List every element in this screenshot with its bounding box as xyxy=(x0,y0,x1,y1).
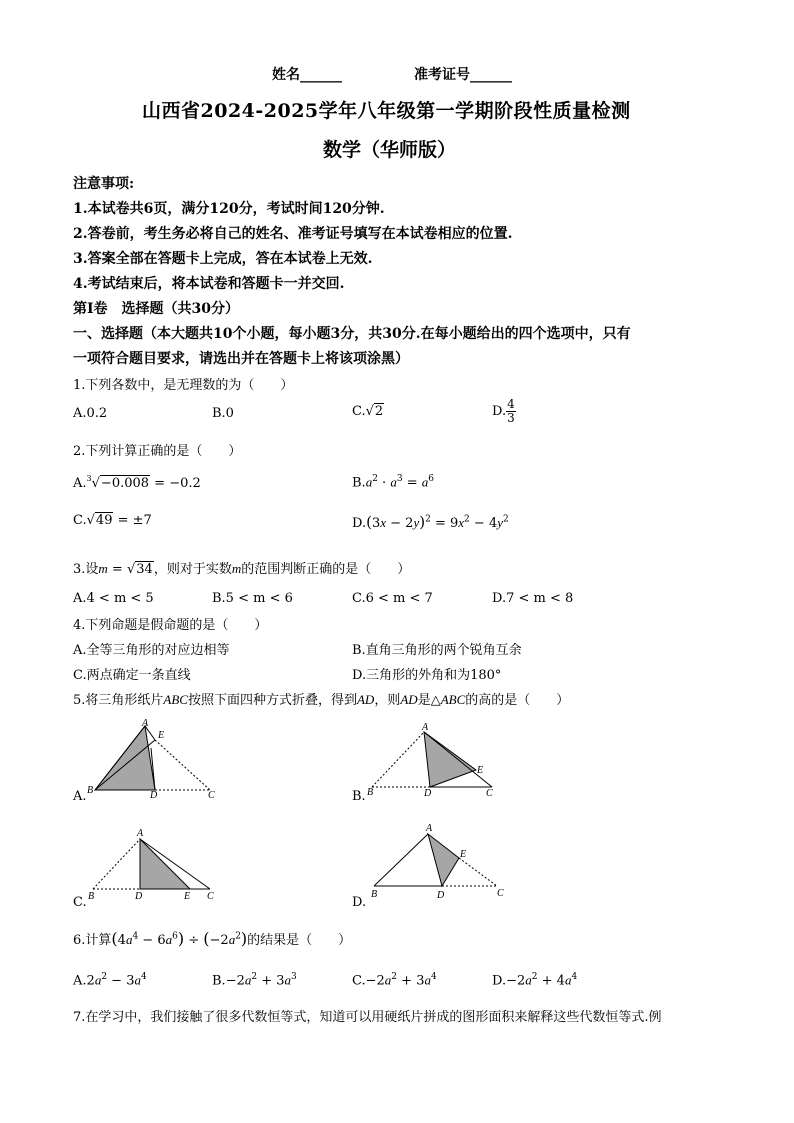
figure-c-label-a: A xyxy=(137,828,144,839)
q4-option-a: A.全等三角形的对应边相等 xyxy=(73,643,230,658)
q1-option-d-denominator: 3 xyxy=(507,411,515,425)
q1-option-c-prefix: C. xyxy=(352,404,366,419)
q6-option-b: $B.-2a^2 + 3a^3$ xyxy=(212,972,297,989)
figure-b-dashed-ab xyxy=(372,732,424,787)
q3-stem-radicand: 34 xyxy=(136,562,153,577)
q5-option-b-label: B. xyxy=(352,789,366,804)
figure-d-shaded-triangle xyxy=(428,834,459,886)
figure-d-label-d: D xyxy=(437,890,445,901)
figure-b-label-e: E xyxy=(477,765,484,776)
q2-option-c-rhs: = ±7 xyxy=(113,513,152,528)
sqrt-sign: √ xyxy=(365,404,374,419)
q6-stem: 6.计算$(4a^4 - 6a^6) \div (-2a^2)$的结果是（ ） xyxy=(73,929,352,948)
q5-figure-d xyxy=(364,818,514,906)
figure-d-label-e: E xyxy=(460,849,467,860)
q5-stem-mid3: 是△ xyxy=(417,693,441,708)
q5-abc: ABC xyxy=(163,692,188,707)
sqrt-sign: √ xyxy=(91,476,100,491)
q6-option-d-prefix: D. xyxy=(492,973,507,989)
q2-option-d: $D.(3x - 2y)^2 = 9x^2 - 4y^2$ xyxy=(352,513,509,531)
q4-option-d: D.三角形的外角和为180° xyxy=(352,668,502,683)
page-subtitle: 数学（华师版） xyxy=(323,139,457,161)
q6-option-a: $A.2a^2 - 3a^4$ xyxy=(73,972,147,989)
figure-c-dashed-ab xyxy=(93,839,140,889)
q5-stem-end: 的高的是（ ） xyxy=(465,693,570,708)
section-title: 第Ⅰ卷 选择题（共30分） xyxy=(73,301,240,317)
figure-b-label-a: A xyxy=(422,722,429,733)
q5-option-d-label: D. xyxy=(352,895,367,910)
notes-item-1: 1.本试卷共6页，满分120分，考试时间120分钟. xyxy=(73,201,385,217)
q1-option-b: B.0 xyxy=(212,406,234,421)
figure-d-dashed-ec xyxy=(459,858,497,886)
exam-id-field-label: 准考证号______ xyxy=(414,67,512,83)
q6-option-a-prefix: A. xyxy=(73,973,87,989)
figure-a-shaded-triangle xyxy=(95,726,155,790)
q3-option-b: B.5 < m < 6 xyxy=(212,591,293,606)
q6-option-d: $D.-2a^2 + 4a^4$ xyxy=(492,972,578,989)
q5-abc-2: ABC xyxy=(440,692,466,707)
figure-c-label-c: C xyxy=(207,891,214,902)
q4-stem: 4.下列命题是假命题的是（ ） xyxy=(73,618,268,633)
q1-option-d-prefix: D. xyxy=(492,404,507,419)
figure-d-label-a: A xyxy=(426,823,433,834)
sqrt-sign: √ xyxy=(126,562,136,577)
figure-b-label-c: C xyxy=(486,788,493,799)
q1-stem: 1.下列各数中，是无理数的为（ ） xyxy=(73,378,294,393)
q5-stem xyxy=(73,689,569,708)
q5-figure-b xyxy=(364,718,504,800)
q1-option-d xyxy=(492,398,516,425)
figure-d-label-b: B xyxy=(371,889,378,900)
q2-option-a-radicand: −0.008 xyxy=(100,476,150,491)
figure-a-label-c: C xyxy=(208,790,215,800)
q3-stem: 3.设m = √34，则对于实数m的范围判断正确的是（ ） xyxy=(73,561,411,577)
q3-option-a: A.4 < m < 5 xyxy=(73,591,154,606)
figure-c-label-d: D xyxy=(135,891,143,902)
notes-heading: 注意事项: xyxy=(73,176,135,192)
q1-option-a: A.0.2 xyxy=(73,406,108,421)
q2-option-a xyxy=(73,474,201,491)
q2-option-c xyxy=(73,513,152,528)
q6-stem-start: 6.计算 xyxy=(73,933,112,948)
q5-ad-2: AD xyxy=(400,692,418,707)
figure-a-dashed-ec xyxy=(155,740,210,790)
notes-item-2: 2.答卷前，考生务必将自己的姓名、准考证号填写在本试卷相应的位置. xyxy=(73,226,513,242)
q6-option-c: $C.-2a^2 + 3a^4$ xyxy=(352,972,437,989)
q1-option-d-fraction xyxy=(506,398,516,425)
q5-stem-mid2: ，则 xyxy=(374,693,401,708)
notes-item-3: 3.答案全部在答题卡上完成，答在本试卷上无效. xyxy=(73,251,373,267)
figure-d-label-c: C xyxy=(497,888,504,899)
q3-stem-start: 3.设 xyxy=(73,562,99,577)
q2-stem: 2.下列计算正确的是（ ） xyxy=(73,444,242,459)
q4-option-c: C.两点确定一条直线 xyxy=(73,668,191,683)
q1-option-c xyxy=(352,404,384,419)
q4-option-b: B.直角三角形的两个锐角互余 xyxy=(352,643,522,658)
section-instructions-line1: 一、选择题（本大题共10个小题，每小题3分，共30分.在每小题给出的四个选项中，只有 xyxy=(73,326,631,342)
q2-option-a-root-index: 3 xyxy=(86,474,92,483)
figure-a-label-a: A xyxy=(142,718,149,729)
figure-b-label-b: B xyxy=(367,787,374,798)
q2-option-a-rhs: = −0.2 xyxy=(150,476,201,491)
figure-a-label-e: E xyxy=(158,730,165,741)
notes-item-4: 4.考试结束后，将本试卷和答题卡一并交回. xyxy=(73,276,345,292)
q5-ad-1: AD xyxy=(356,692,375,707)
q1-option-c-radicand: 2 xyxy=(374,404,384,419)
q5-option-c-label: C. xyxy=(73,895,87,910)
q2-option-c-radicand: 49 xyxy=(95,513,113,528)
page-title: 山西省2024-2025学年八年级第一学期阶段性质量检测 xyxy=(142,100,631,122)
q6-stem-end: 的结果是（ ） xyxy=(247,933,352,948)
q3-stem-mid: ，则对于实数 xyxy=(153,562,232,577)
figure-a-label-b: B xyxy=(87,785,94,796)
q7-stem: 7.在学习中，我们接触了很多代数恒等式，知道可以用硬纸片拼成的图形面积来解释这些代数恒等式.例 xyxy=(73,1010,662,1025)
figure-c-shaded-triangle xyxy=(140,839,190,889)
q2-option-d-prefix: D. xyxy=(352,516,367,531)
figure-d-side-ab xyxy=(374,834,428,886)
figure-b-label-d: D xyxy=(424,788,432,799)
q1-option-d-numerator: 4 xyxy=(507,397,515,411)
figure-a-label-d: D xyxy=(150,790,158,800)
name-field-label: 姓名______ xyxy=(272,67,342,83)
q2-option-c-prefix: C. xyxy=(73,513,87,528)
q5-figure-c xyxy=(85,826,225,908)
sqrt-sign: √ xyxy=(86,513,95,528)
section-instructions-line2: 一项符合题目要求，请选出并在答题卡上将该项涂黑） xyxy=(73,351,409,367)
q2-option-a-prefix: A. xyxy=(73,476,87,491)
q3-option-c: C.6 < m < 7 xyxy=(352,591,433,606)
figure-c-label-e: E xyxy=(184,891,191,902)
q6-option-b-prefix: B. xyxy=(212,973,226,989)
q2-option-b-prefix: B. xyxy=(352,475,366,491)
q5-figure-a xyxy=(85,718,225,800)
q3-option-d: D.7 < m < 8 xyxy=(492,591,574,606)
figure-c-label-b: B xyxy=(88,891,95,902)
q6-option-c-prefix: C. xyxy=(352,973,366,989)
q3-stem-end: 的范围判断正确的是（ ） xyxy=(241,562,411,577)
q5-stem-mid1: 按照下面四种方式折叠，得到 xyxy=(187,693,357,708)
figure-b-shaded-triangle xyxy=(424,732,476,787)
q5-option-a-label: A. xyxy=(73,789,87,804)
q5-stem-start: 5.将三角形纸片 xyxy=(73,693,164,708)
q2-option-b: $B.a^2 \cdot a^3 = a^6$ xyxy=(352,474,434,491)
